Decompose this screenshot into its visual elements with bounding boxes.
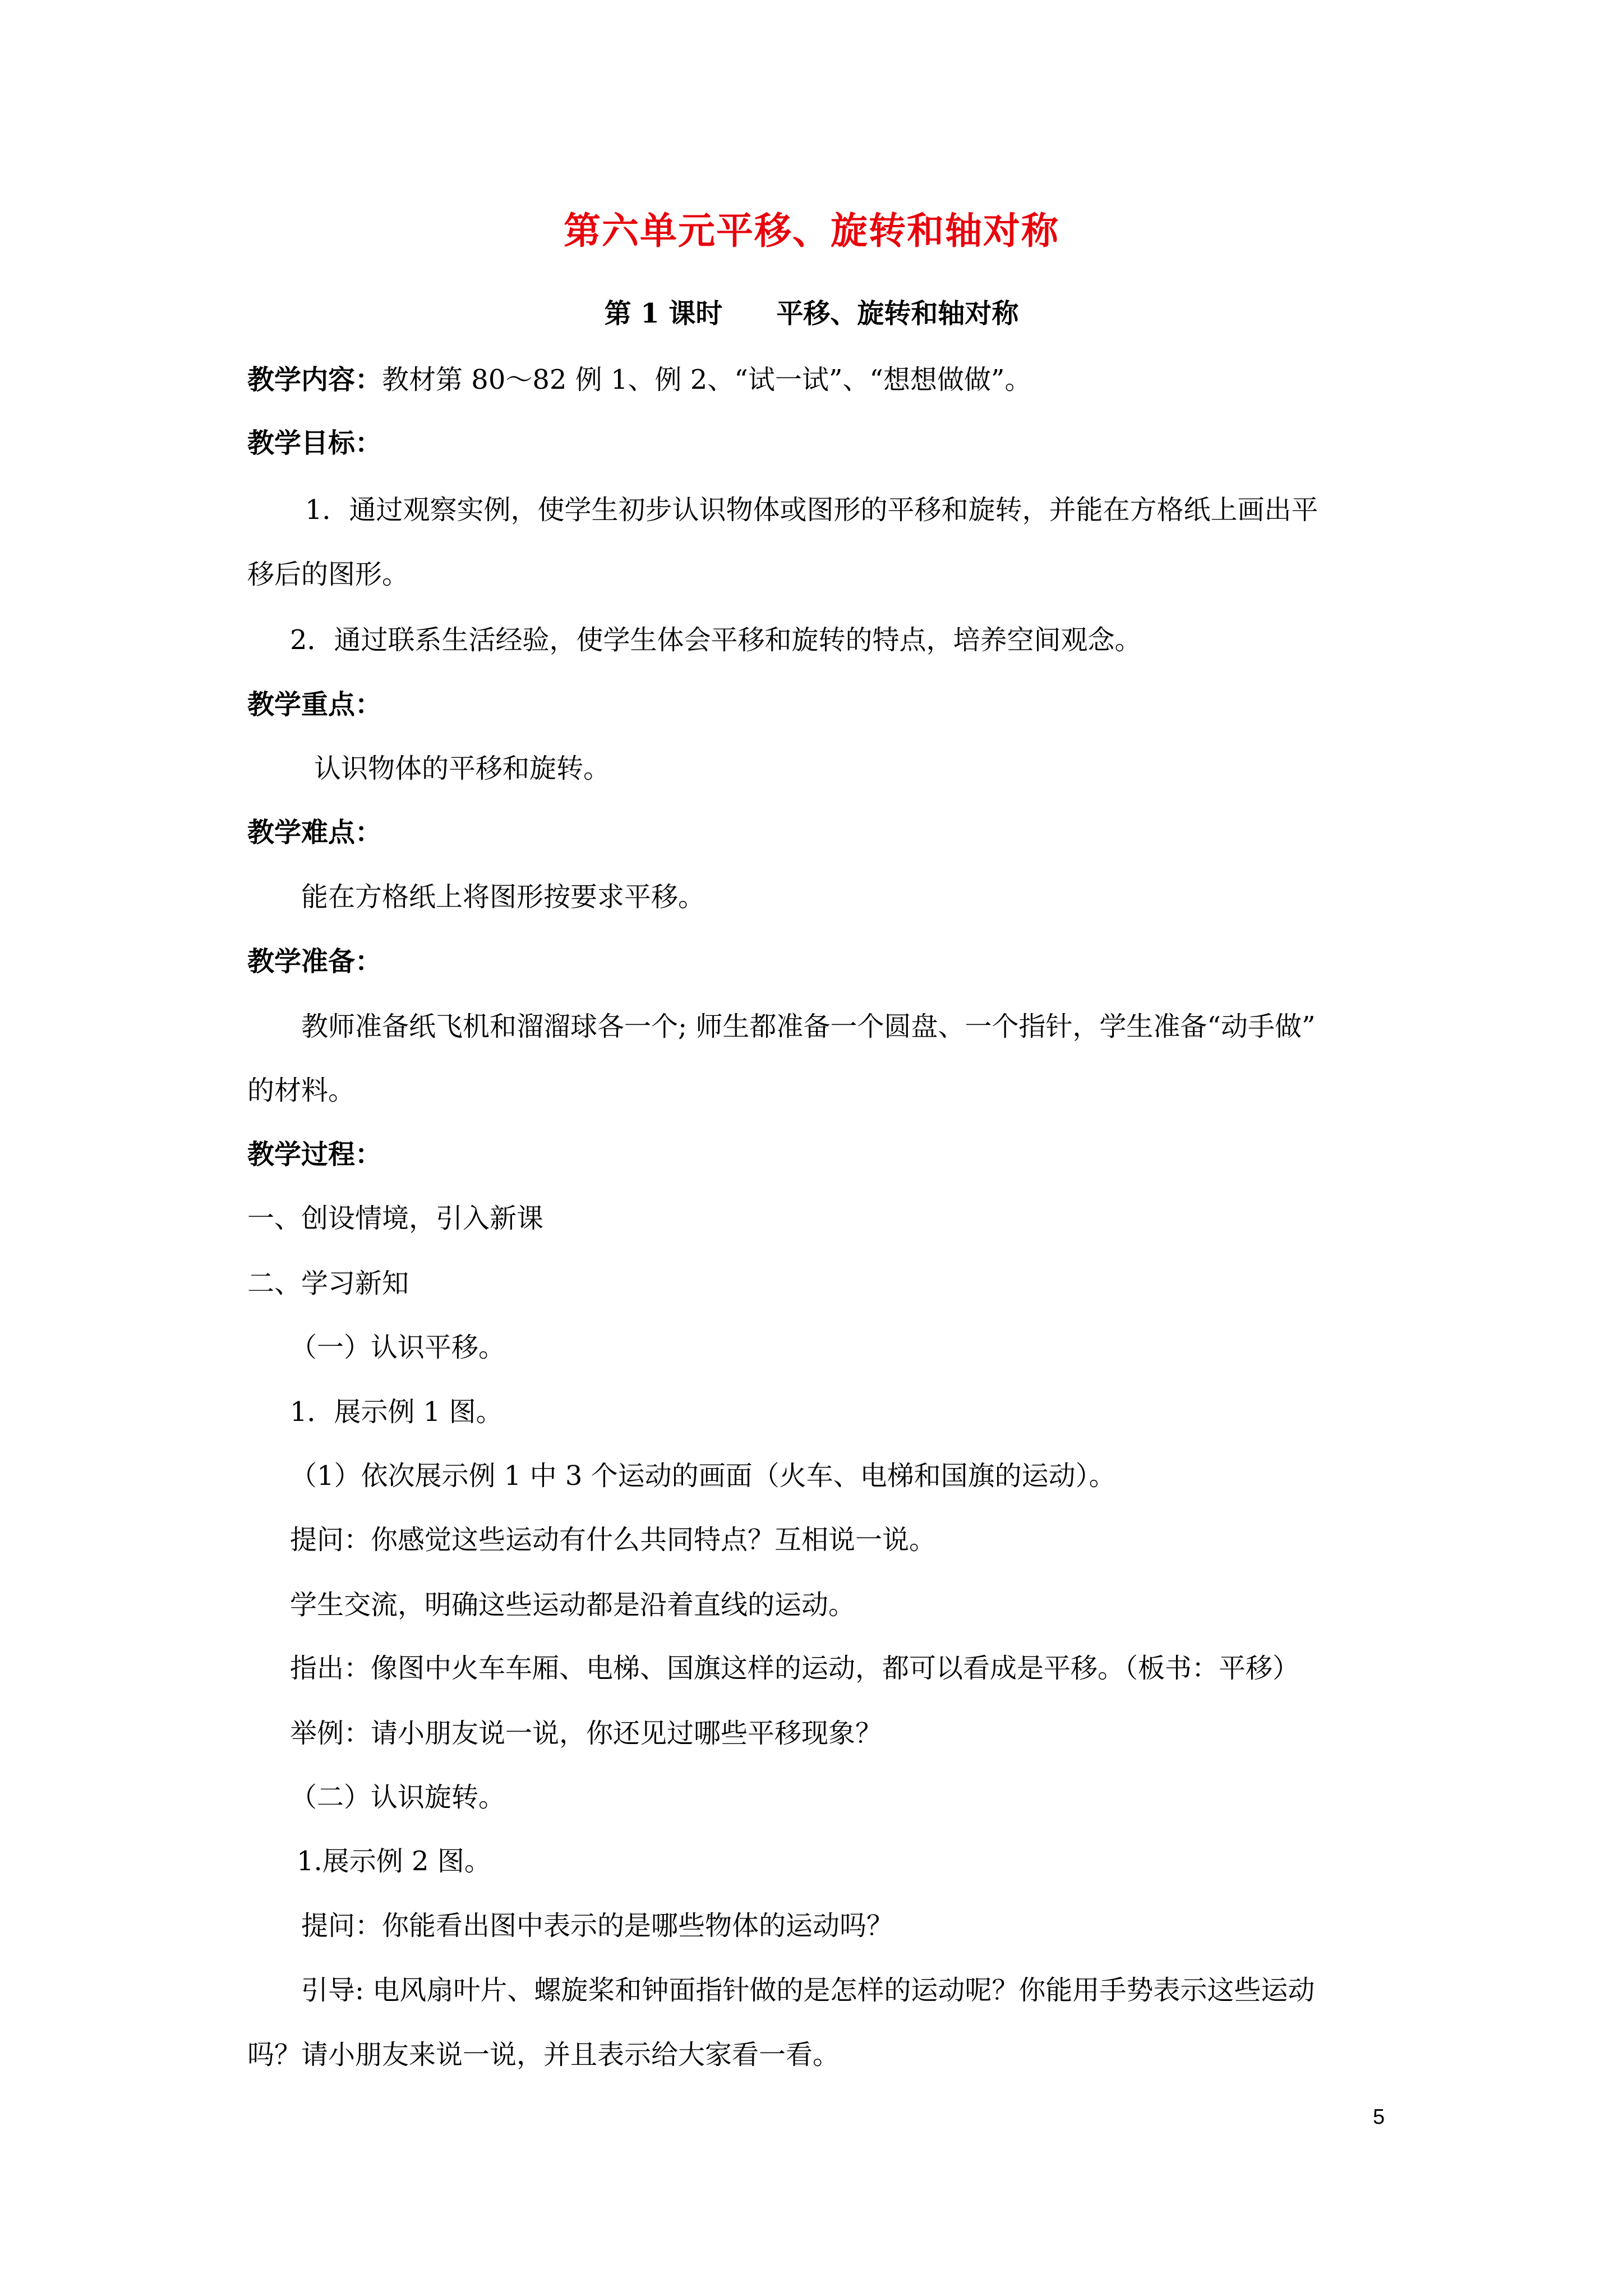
content-row [247, 366, 1031, 393]
difficulty-label: 教学难点： [247, 817, 382, 848]
content-text: 教材第 80～82 例 1、例 2、“试一试”、“想想做做”。 [382, 364, 1032, 395]
translation-question: 提问：你感觉这些运动有什么共同特点？互相说一说。 [290, 1524, 937, 1556]
objective-1-line-1: 1．通过观察实例，使学生初步认识物体或图形的平移和旋转，并能在方格纸上画出平 [305, 494, 1318, 526]
preparation-label: 教学准备： [247, 946, 382, 977]
key-point-label: 教学重点： [247, 689, 382, 720]
translation-point-out: 指出：像图中火车车厢、电梯、国旗这样的运动，都可以看成是平移。（板书：平移） [290, 1653, 1300, 1684]
rotation-guide-line-2: 吗？请小朋友来说一说，并且表示给大家看一看。 [247, 2039, 840, 2070]
difficulty-text: 能在方格纸上将图形按要求平移。 [301, 881, 706, 913]
document-title: 第六单元平移、旋转和轴对称 [564, 209, 1059, 252]
translation-exchange: 学生交流，明确这些运动都是沿着直线的运动。 [290, 1589, 856, 1621]
rotation-question: 提问：你能看出图中表示的是哪些物体的运动吗？ [301, 1910, 894, 1941]
section-2-heading: 二、学习新知 [247, 1268, 409, 1299]
preparation-line-1: 教师准备纸飞机和溜溜球各一个; 师生都准备一个圆盘、一个指针，学生准备“动手做” [301, 1011, 1316, 1042]
rotation-guide-line-1: 引导: 电风扇叶片、螺旋桨和钟面指针做的是怎样的运动呢？你能用手势表示这些运动 [301, 1975, 1315, 2006]
process-label: 教学过程： [247, 1139, 382, 1170]
objective-1-line-2: 移后的图形。 [247, 559, 409, 590]
translation-step-1-1: （1）依次展示例 1 中 3 个运动的画面（火车、电梯和国旗的运动）。 [290, 1460, 1116, 1492]
subsection-translation: （一）认识平移。 [290, 1332, 506, 1363]
section-1-heading: 一、创设情境，引入新课 [247, 1203, 544, 1234]
content-label: 教学内容： [247, 364, 382, 395]
lesson-subtitle: 第 1 课时 平移、旋转和轴对称 [604, 298, 1019, 329]
subsection-rotation: （二）认识旋转。 [290, 1782, 506, 1813]
objective-2: 2．通过联系生活经验，使学生体会平移和旋转的特点，培养空间观念。 [290, 624, 1142, 656]
translation-step-1: 1．展示例 1 图。 [290, 1396, 503, 1428]
rotation-step-1: 1.展示例 2 图。 [297, 1846, 491, 1877]
translation-example: 举例：请小朋友说一说，你还见过哪些平移现象？ [290, 1718, 883, 1749]
key-point-text: 认识物体的平移和旋转。 [314, 753, 611, 784]
objectives-label: 教学目标： [247, 427, 382, 459]
preparation-line-2: 的材料。 [247, 1075, 356, 1106]
page-number: 5 [1373, 2105, 1385, 2129]
